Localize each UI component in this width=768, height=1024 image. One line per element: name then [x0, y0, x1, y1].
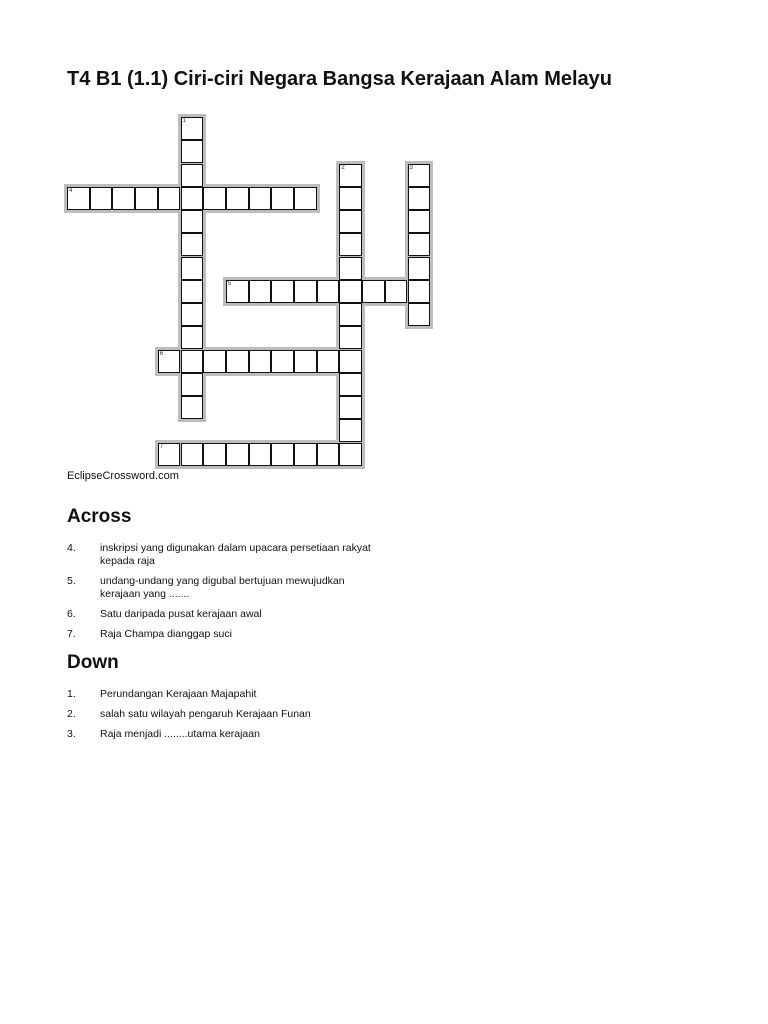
clue-number: 2. — [67, 708, 76, 720]
crossword-cell[interactable] — [339, 257, 362, 280]
clue-number: 7. — [67, 628, 76, 640]
clue-number: 1 — [182, 118, 186, 124]
crossword-cell[interactable] — [339, 280, 362, 303]
crossword-cell[interactable] — [271, 280, 294, 303]
clue-text: inskripsi yang digunakan dalam upacara persetiaan rakyat kepada raja — [100, 542, 371, 567]
across-heading: Across — [67, 506, 132, 527]
crossword-cell[interactable] — [385, 280, 408, 303]
crossword-cell[interactable] — [271, 443, 294, 466]
crossword-cell[interactable] — [181, 350, 204, 373]
clue-text: Raja menjadi ........utama kerajaan — [100, 728, 260, 740]
crossword-cell[interactable] — [294, 443, 317, 466]
crossword-cell[interactable] — [158, 443, 181, 466]
crossword-cell[interactable] — [339, 187, 362, 210]
crossword-cell[interactable] — [339, 210, 362, 233]
crossword-cell[interactable] — [203, 350, 226, 373]
crossword-cell[interactable] — [339, 373, 362, 396]
crossword-cell[interactable] — [181, 257, 204, 280]
crossword-cell[interactable] — [226, 187, 249, 210]
crossword-cell[interactable] — [158, 187, 181, 210]
down-heading: Down — [67, 652, 119, 673]
crossword-cell[interactable] — [408, 303, 431, 326]
crossword-cell[interactable] — [362, 280, 385, 303]
crossword-cell[interactable] — [408, 233, 431, 256]
clue-number: 6. — [67, 608, 76, 620]
clue-text: Raja Champa dianggap suci — [100, 628, 232, 640]
crossword-cell[interactable] — [408, 210, 431, 233]
crossword-cell[interactable] — [181, 303, 204, 326]
crossword-cell[interactable] — [339, 419, 362, 442]
crossword-cell[interactable] — [317, 280, 340, 303]
crossword-cell[interactable] — [181, 373, 204, 396]
crossword-cell[interactable] — [249, 350, 272, 373]
crossword-cell[interactable] — [271, 187, 294, 210]
crossword-cell[interactable] — [181, 210, 204, 233]
crossword-cell[interactable] — [226, 443, 249, 466]
crossword-cell[interactable] — [90, 187, 113, 210]
crossword-cell[interactable] — [158, 350, 181, 373]
clue-text: Perundangan Kerajaan Majapahit — [100, 688, 257, 700]
credit-text: EclipseCrossword.com — [67, 470, 179, 482]
crossword-cell[interactable] — [339, 164, 362, 187]
crossword-cell[interactable] — [181, 326, 204, 349]
crossword-cell[interactable] — [67, 187, 90, 210]
crossword-cell[interactable] — [135, 187, 158, 210]
clue-number: 3. — [67, 728, 76, 740]
clue-number: 7 — [159, 443, 164, 450]
crossword-cell[interactable] — [181, 140, 204, 163]
crossword-cell[interactable] — [408, 257, 431, 280]
crossword-cell[interactable] — [226, 280, 249, 303]
clue-text: salah satu wilayah pengaruh Kerajaan Funan — [100, 708, 311, 720]
crossword-cell[interactable] — [226, 350, 249, 373]
crossword-cell[interactable] — [408, 280, 431, 303]
crossword-cell[interactable] — [181, 164, 204, 187]
crossword-cell[interactable] — [181, 233, 204, 256]
crossword-cell[interactable] — [339, 233, 362, 256]
clue-number: 5. — [67, 575, 76, 587]
crossword-cell[interactable] — [294, 350, 317, 373]
crossword-cell[interactable] — [339, 396, 362, 419]
clue-text: undang-undang yang digubal bertujuan mewujudkan kerajaan yang ....... — [100, 575, 345, 600]
crossword-cell[interactable] — [339, 326, 362, 349]
crossword-cell[interactable] — [271, 350, 294, 373]
crossword-cell[interactable] — [294, 187, 317, 210]
crossword-cell[interactable] — [408, 187, 431, 210]
crossword-cell[interactable] — [181, 396, 204, 419]
crossword-cell[interactable] — [339, 303, 362, 326]
crossword-cell[interactable] — [181, 187, 204, 210]
page-title: T4 B1 (1.1) Ciri-ciri Negara Bangsa Kerajaan Alam Melayu — [67, 68, 613, 90]
crossword-cell[interactable] — [203, 443, 226, 466]
crossword-cell[interactable] — [317, 443, 340, 466]
crossword-cell[interactable] — [181, 443, 204, 466]
crossword-cell[interactable] — [181, 280, 204, 303]
crossword-cell[interactable] — [408, 164, 431, 187]
crossword-cell[interactable] — [317, 350, 340, 373]
clue-number: 4. — [67, 542, 76, 554]
clue-number: 3 — [409, 164, 413, 171]
clue-number: 5 — [227, 280, 232, 287]
clue-number: 1. — [67, 688, 76, 700]
clue-number: 6 — [159, 350, 164, 357]
crossword-cell[interactable] — [294, 280, 317, 303]
clue-text: Satu daripada pusat kerajaan awal — [100, 608, 262, 620]
crossword-cell[interactable] — [112, 187, 135, 210]
crossword-cell[interactable] — [249, 443, 272, 466]
crossword-cell[interactable] — [339, 443, 362, 466]
clue-number: 4 — [69, 187, 73, 194]
crossword-cell[interactable] — [339, 350, 362, 373]
crossword-cell[interactable] — [249, 187, 272, 210]
crossword-cell[interactable] — [203, 187, 226, 210]
crossword-cell[interactable] — [181, 117, 204, 140]
crossword-cell[interactable] — [249, 280, 272, 303]
clue-number: 2 — [341, 164, 345, 171]
